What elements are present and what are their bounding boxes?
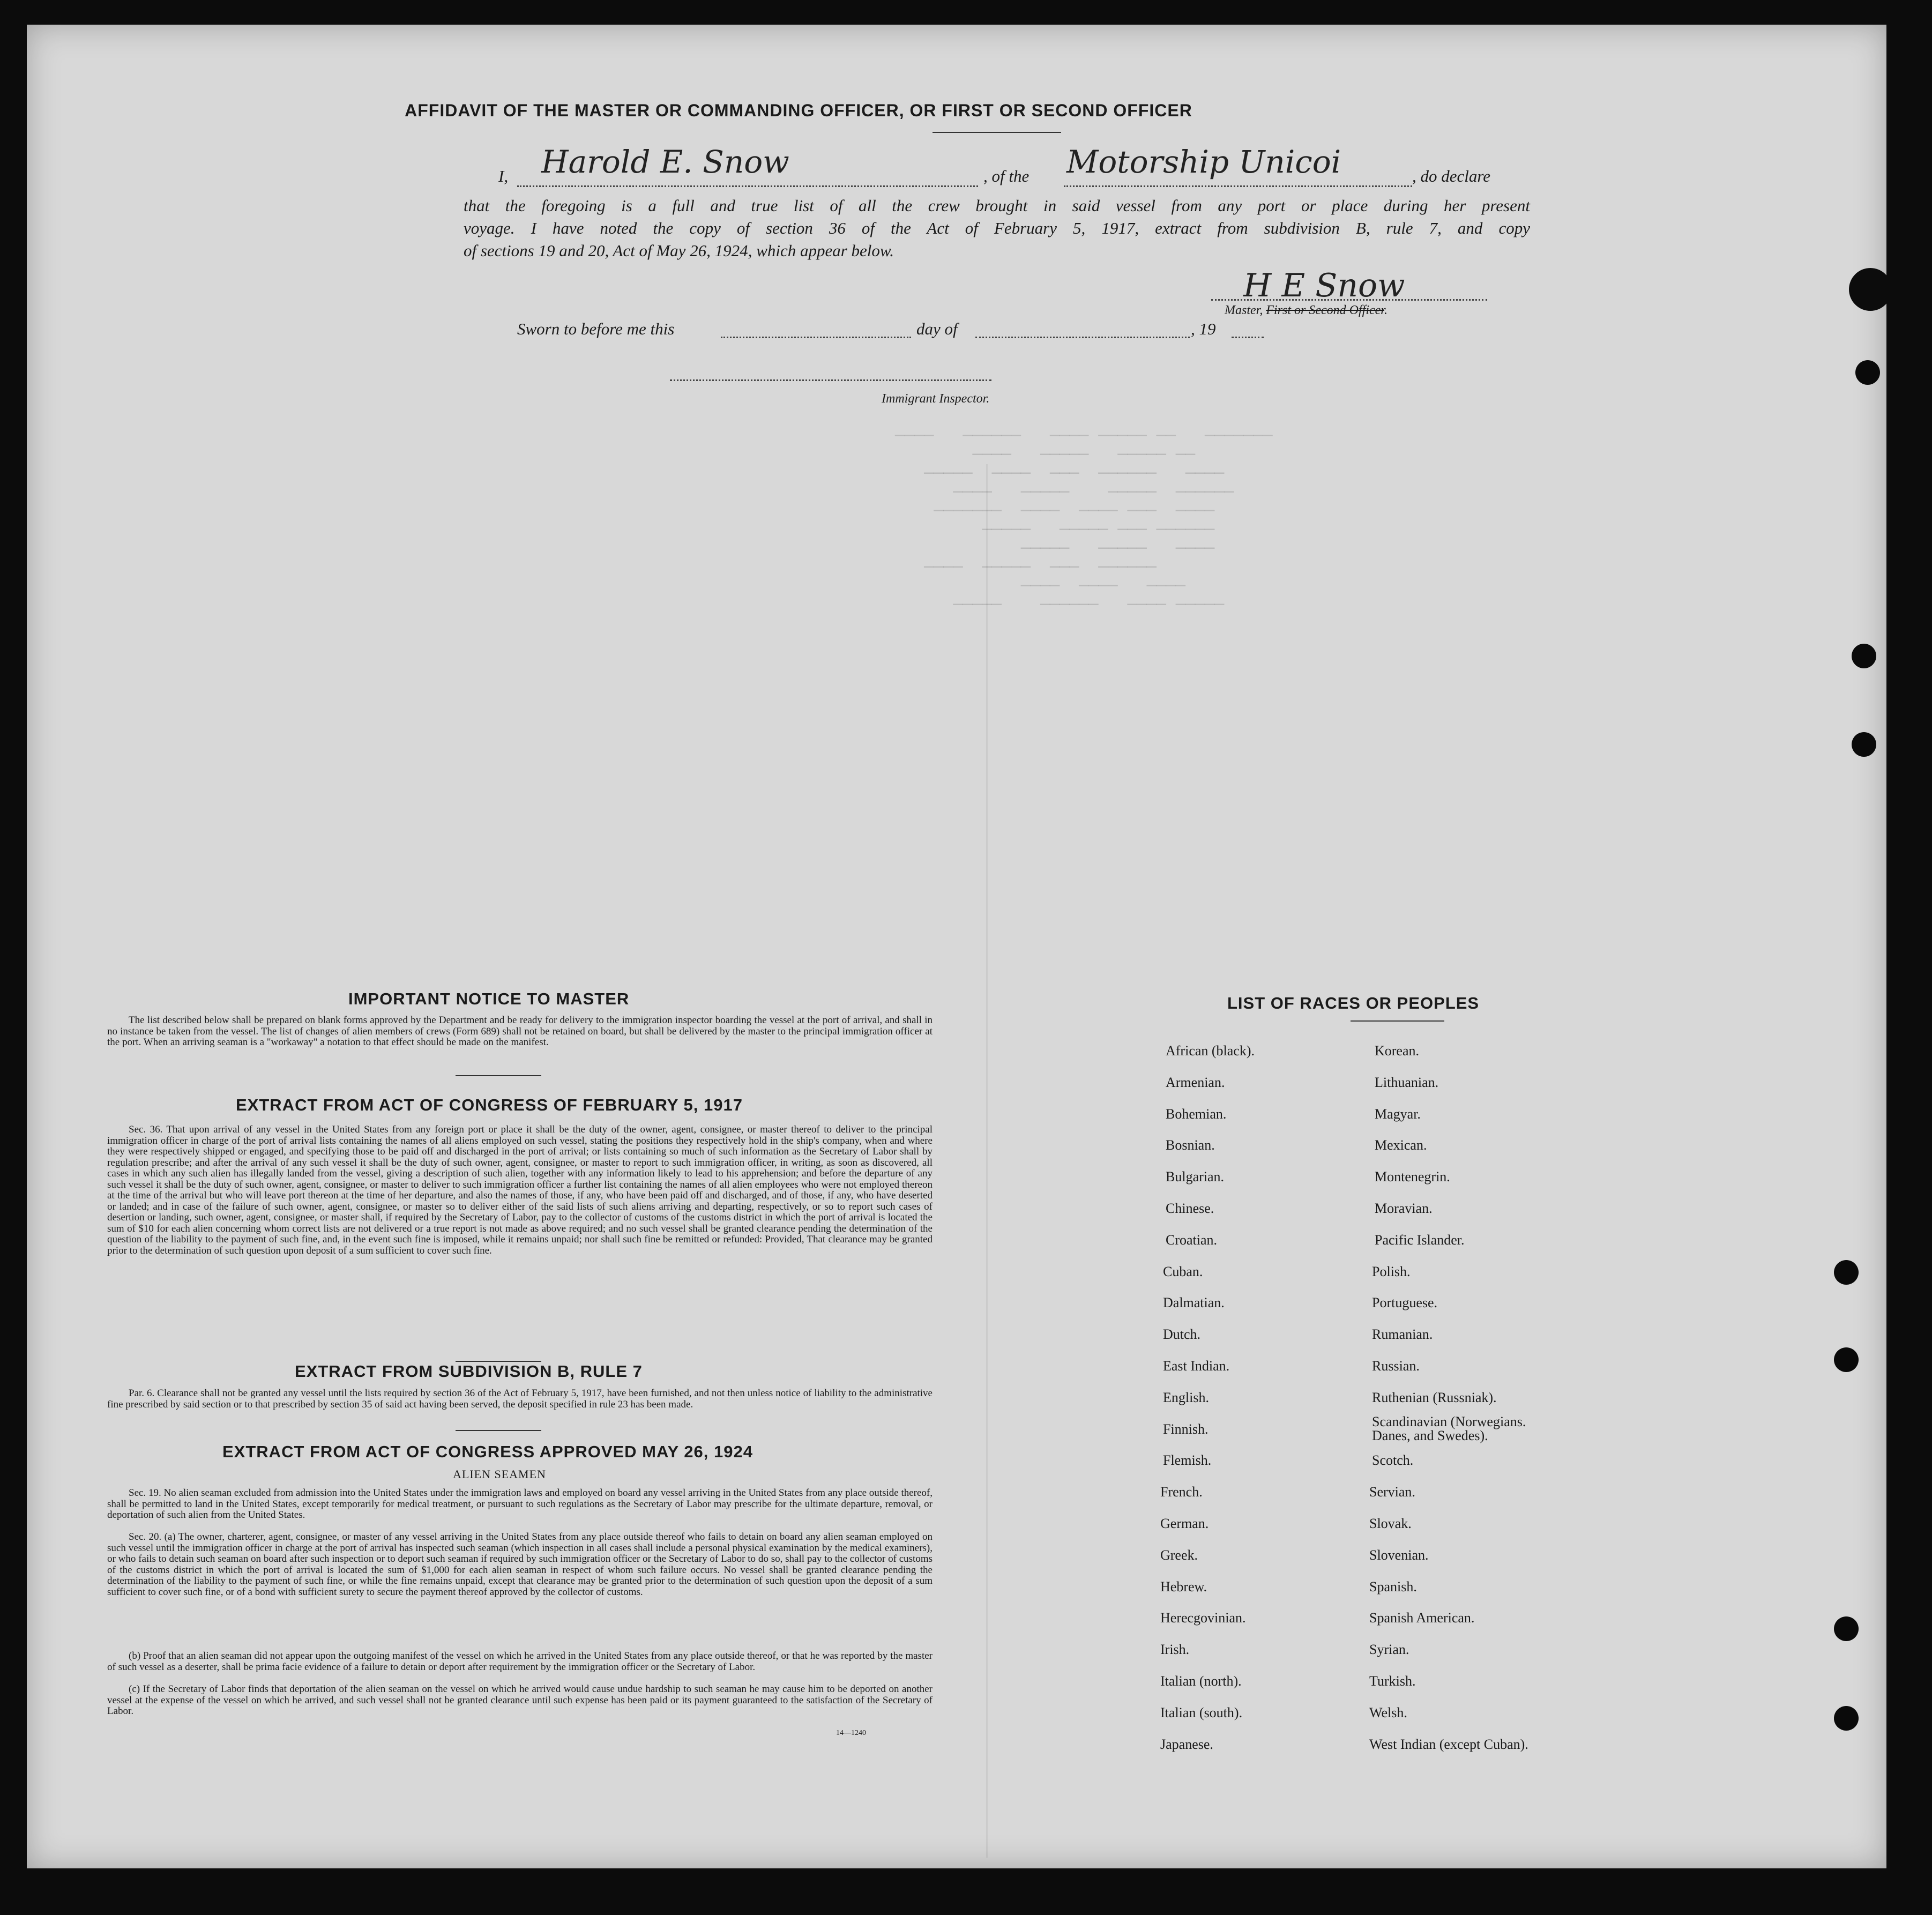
race-right-item: Portuguese. [1372, 1295, 1438, 1311]
year-line [1232, 337, 1264, 338]
master-name-line [517, 185, 978, 187]
extract-1917-title: EXTRACT FROM ACT OF CONGRESS OF FEBRUARY 5, 1917 [236, 1096, 743, 1114]
race-left-item: Flemish. [1163, 1452, 1212, 1469]
affidavit-title: AFFIDAVIT OF THE MASTER OR COMMANDING OFFICER, OR FIRST OR SECOND OFFICER [405, 101, 1192, 120]
race-left-item: Chinese. [1166, 1201, 1214, 1216]
races-title: LIST OF RACES OR PEOPLES [1227, 994, 1480, 1012]
race-right-item: Moravian. [1375, 1201, 1433, 1216]
race-left-item: Armenian. [1166, 1074, 1225, 1090]
race-right-item: Montenegrin. [1375, 1169, 1450, 1185]
inspector-line [670, 379, 991, 381]
bleed-through: ──── ────── ──── ───── ── ─────── ──── ───── ───── ── ───── ──── ─── ────── ──── ──── ───── ───── ────── ─────── ──── ──── ─── ──── ───── ───── ─── ────── ───── ───── ──── ──── ───── ─── ────── ──── ──── ──── ───── ────── ──── ───── [895, 427, 1273, 614]
race-left-item: Finnish. [1163, 1421, 1209, 1437]
race-right-item: Lithuanian. [1375, 1074, 1439, 1090]
notice-rule [456, 1075, 541, 1076]
extract-1924-title: EXTRACT FROM ACT OF CONGRESS APPROVED MAY 26, 1924 [222, 1442, 753, 1461]
punch-hole [1855, 360, 1880, 385]
signature-caption [1225, 303, 1388, 318]
punch-hole [1852, 644, 1876, 668]
race-left-item: Bosnian. [1166, 1137, 1215, 1153]
punch-hole [1834, 1706, 1859, 1731]
sec20a-text: Sec. 20. (a) The owner, charterer, agent, consignee, or master of any vessel arriving in the United States from any place outside thereof who fails to detain on board any alien seaman employed on such vessel until the immigration officer in charge at the port of arrival has inspected such seaman (which inspection in all cases shall include a personal physical examination by the medical examiners), or who fails to detain such seaman on board after such inspection or to deport such seaman if required by such immigration officer or the Secretary of Labor to do so, shall pay to the collector of customs of the customs district in which the port of arrival is located the sum of $1,000 for each alien seaman in respect of whom such failure occurs. No vessel shall be granted clearance pending the determination of the liability to the payment of such fine, or while the fine remains unpaid, except that clearance may be granted prior to the determination of such question upon the deposit of a sum sufficient to cover such fine, or of a bond with sufficient surety to secure the payment thereof approved by the collector of customs. [107, 1531, 933, 1598]
race-left-item: Japanese. [1160, 1736, 1213, 1752]
race-left-item: Herecgovinian. [1160, 1610, 1246, 1626]
race-right-item: Scotch. [1372, 1452, 1414, 1469]
affidavit-i-label: I, [498, 167, 509, 185]
race-right-item: Korean. [1375, 1043, 1420, 1059]
race-left-item: Bulgarian. [1166, 1169, 1225, 1185]
signature-line [1211, 299, 1487, 301]
vessel-name: Motorship Unicoi [1066, 144, 1341, 180]
affidavit-line-3: voyage. I have noted the copy of section 36 of the Act of February 5, 1917, extract from subdivision B, rule 7, and copy [464, 219, 1530, 237]
page-fold [986, 464, 988, 1858]
race-right-item: Mexican. [1375, 1137, 1427, 1153]
sec19-text: Sec. 19. No alien seaman excluded from admission into the United States under the immigration laws and employed on board any vessel arriving in the United States from any place outside thereof, shall be permitted to land in the United States, except temporarily for medical treatment, or pursuant to such regulations as the Secretary of Labor may prescribe for the ultimate departure, removal, or deportation of such alien from the United States. [107, 1487, 933, 1521]
signature: H E Snow [1243, 267, 1405, 304]
race-left-item: Bohemian. [1166, 1106, 1227, 1122]
notice-text: The list described below shall be prepared on blank forms approved by the Department and be ready for delivery to the immigration inspector boarding the vessel at the port of arrival, and shall in no instance be taken from the vessel. The list of changes of alien members of crews (Form 689) shall not be retained on board, but shall be delivered by the master to the principal immigration officer at the port. When an arriving seaman is a "workaway" a notation to that effect should be made on the manifest. [107, 1015, 933, 1048]
race-left-item: Dalmatian. [1163, 1295, 1225, 1311]
race-left-item: East Indian. [1163, 1358, 1230, 1374]
master-label: Master, [1225, 303, 1263, 317]
of-the-label: , of the [983, 167, 1030, 185]
race-right-item: Ruthenian (Russniak). [1372, 1389, 1497, 1405]
race-right-item: Spanish American. [1369, 1610, 1475, 1626]
punch-hole [1834, 1260, 1859, 1285]
affidavit-line-2: that the foregoing is a full and true list of all the crew brought in said vessel from any port or place during her present [464, 196, 1530, 215]
year-prefix: , 19 [1191, 319, 1216, 338]
sworn-month-line [975, 337, 1190, 338]
race-left-item: Greek. [1160, 1547, 1198, 1563]
title-rule [933, 132, 1061, 133]
extract-1917-text: Sec. 36. That upon arrival of any vessel in the United States from any foreign port or place it shall be the duty of the owner, agent, consignee, or master thereof to deliver to the principal immigration officer in charge of the port of arrival lists containing the names of all aliens employed on such vessel, stating the positions they respectively hold in the ship's company, when and where they were respectively shipped or engaged, and specifying those to be paid off and discharged in the port of arrival; or lists containing so much of such information as the Secretary of Labor shall by regulation prescribe; and after the arrival of any such vessel it shall be the duty of such owner, agent, consignee, or master to report to such immigration officer, in writing, as soon as discovered, all cases in which any such alien has illegally landed from the vessel, giving a description of such alien, together with any information likely to lead to his apprehension; and before the departure of any such vessel it shall be the duty of such owner, agent, consignee, or master to deliver to such immigration officer a further list containing the names of all alien employees who were not employed thereon at the time of the arrival but who will leave port thereon at the time of her departure, and also the names of those, if any, who have been paid off and discharged, and of those, if any, who have deserted or landed; and in case of the failure of such owner, agent, consignee, or master so to deliver either of the said lists of such aliens arriving and departing, respectively, or so to report such cases of desertion or landing, such owner, agent, consignee, or master shall, if required by the Secretary of Labor, pay to the collector of customs of the customs district in which the port of arrival is located the sum of $10 for each alien concerning whom correct lists are not delivered or a true report is not made as above required; and no such vessel shall be granted clearance pending the determination of the question of the liability to the payment of such fine, and, in the event such fine is imposed, while it remains unpaid; nor shall such fine be remitted or refunded: Provided, That clearance may be granted prior to the determination of such question upon deposit of a sum sufficient to cover such fine. [107, 1124, 933, 1256]
form-number: 14—1240 [836, 1729, 866, 1737]
race-left-item: Italian (south). [1160, 1704, 1243, 1720]
punch-hole [1834, 1616, 1859, 1641]
race-left-item: Cuban. [1163, 1263, 1203, 1279]
race-right-item: Slovak. [1369, 1516, 1412, 1531]
notice-title: IMPORTANT NOTICE TO MASTER [348, 989, 630, 1008]
alien-seamen-subtitle: ALIEN SEAMEN [453, 1467, 546, 1481]
race-left-item: Dutch. [1163, 1327, 1201, 1343]
rule7-rule [456, 1430, 541, 1431]
rule7-title: EXTRACT FROM SUBDIVISION B, RULE 7 [295, 1362, 643, 1381]
inspector-label: Immigrant Inspector. [882, 392, 990, 406]
page-tear [1849, 268, 1892, 311]
race-left-item: Hebrew. [1160, 1578, 1207, 1594]
punch-hole [1852, 732, 1876, 757]
race-left-item: African (black). [1166, 1043, 1255, 1059]
struck-officer-label: First or Second Officer [1266, 303, 1384, 317]
punch-hole [1834, 1347, 1859, 1372]
race-left-item: English. [1163, 1389, 1209, 1405]
race-right-item: Turkish. [1369, 1673, 1416, 1689]
affidavit-line-4: of sections 19 and 20, Act of May 26, 1924, which appear below. [464, 241, 894, 260]
race-right-item: Syrian. [1369, 1642, 1409, 1658]
race-right-item: Rumanian. [1372, 1327, 1433, 1343]
manifest-page [27, 25, 1886, 1868]
officer-suffix: . [1384, 303, 1388, 317]
race-left-item: Irish. [1160, 1642, 1190, 1658]
sec20c-text: (c) If the Secretary of Labor finds that deportation of the alien seaman on the vessel on which he arrived would cause undue hardship to such seaman he may cause him to be deported on another vessel at the expense of the vessel on which he arrived, and such vessel shall not be granted clearance until such expense has been paid or its payment guaranteed to the satisfaction of the Secretary of Labor. [107, 1683, 933, 1717]
race-right-item: Spanish. [1369, 1578, 1417, 1594]
sworn-label: Sworn to before me this [517, 319, 675, 338]
vessel-name-line [1064, 185, 1412, 187]
sec20b-text: (b) Proof that an alien seaman did not appear upon the outgoing manifest of the vessel on which he arrived in the United States from any place outside thereof, or that he was reported by the master of such vessel as a deserter, shall be prima facie evidence of a failure to detain or deport after requirement by the immigration officer or the Secretary of Labor. [107, 1650, 933, 1673]
master-name: Harold E. Snow [541, 144, 789, 180]
day-of-label: day of [916, 319, 958, 338]
race-left-item: Croatian. [1166, 1232, 1218, 1248]
race-right-item: Slovenian. [1369, 1547, 1429, 1563]
do-declare-label: , do declare [1412, 167, 1491, 185]
race-left-item: Italian (north). [1160, 1673, 1242, 1689]
rule7-text: Par. 6. Clearance shall not be granted any vessel until the lists required by section 36 of the Act of February 5, 1917, have been furnished, and not then unless notice of liability to the administrative fine prescribed by said section or to that prescribed by section 35 of said act having been served, the deposit specified in rule 23 has been made. [107, 1388, 933, 1410]
race-right-item: Servian. [1369, 1484, 1415, 1500]
race-right-item: Pacific Islander. [1375, 1232, 1465, 1248]
race-left-item: German. [1160, 1516, 1209, 1531]
race-right-item: Welsh. [1369, 1704, 1407, 1720]
race-right-item: Magyar. [1375, 1106, 1421, 1122]
race-right-item: West Indian (except Cuban). [1369, 1736, 1528, 1752]
race-right-item: Russian. [1372, 1358, 1420, 1374]
race-right-item: Polish. [1372, 1263, 1411, 1279]
races-rule [1351, 1020, 1444, 1022]
sworn-day-line [721, 337, 911, 338]
race-right-item: Scandinavian (Norwegians. Danes, and Swedes). [1372, 1413, 1526, 1443]
race-left-item: French. [1160, 1484, 1203, 1500]
